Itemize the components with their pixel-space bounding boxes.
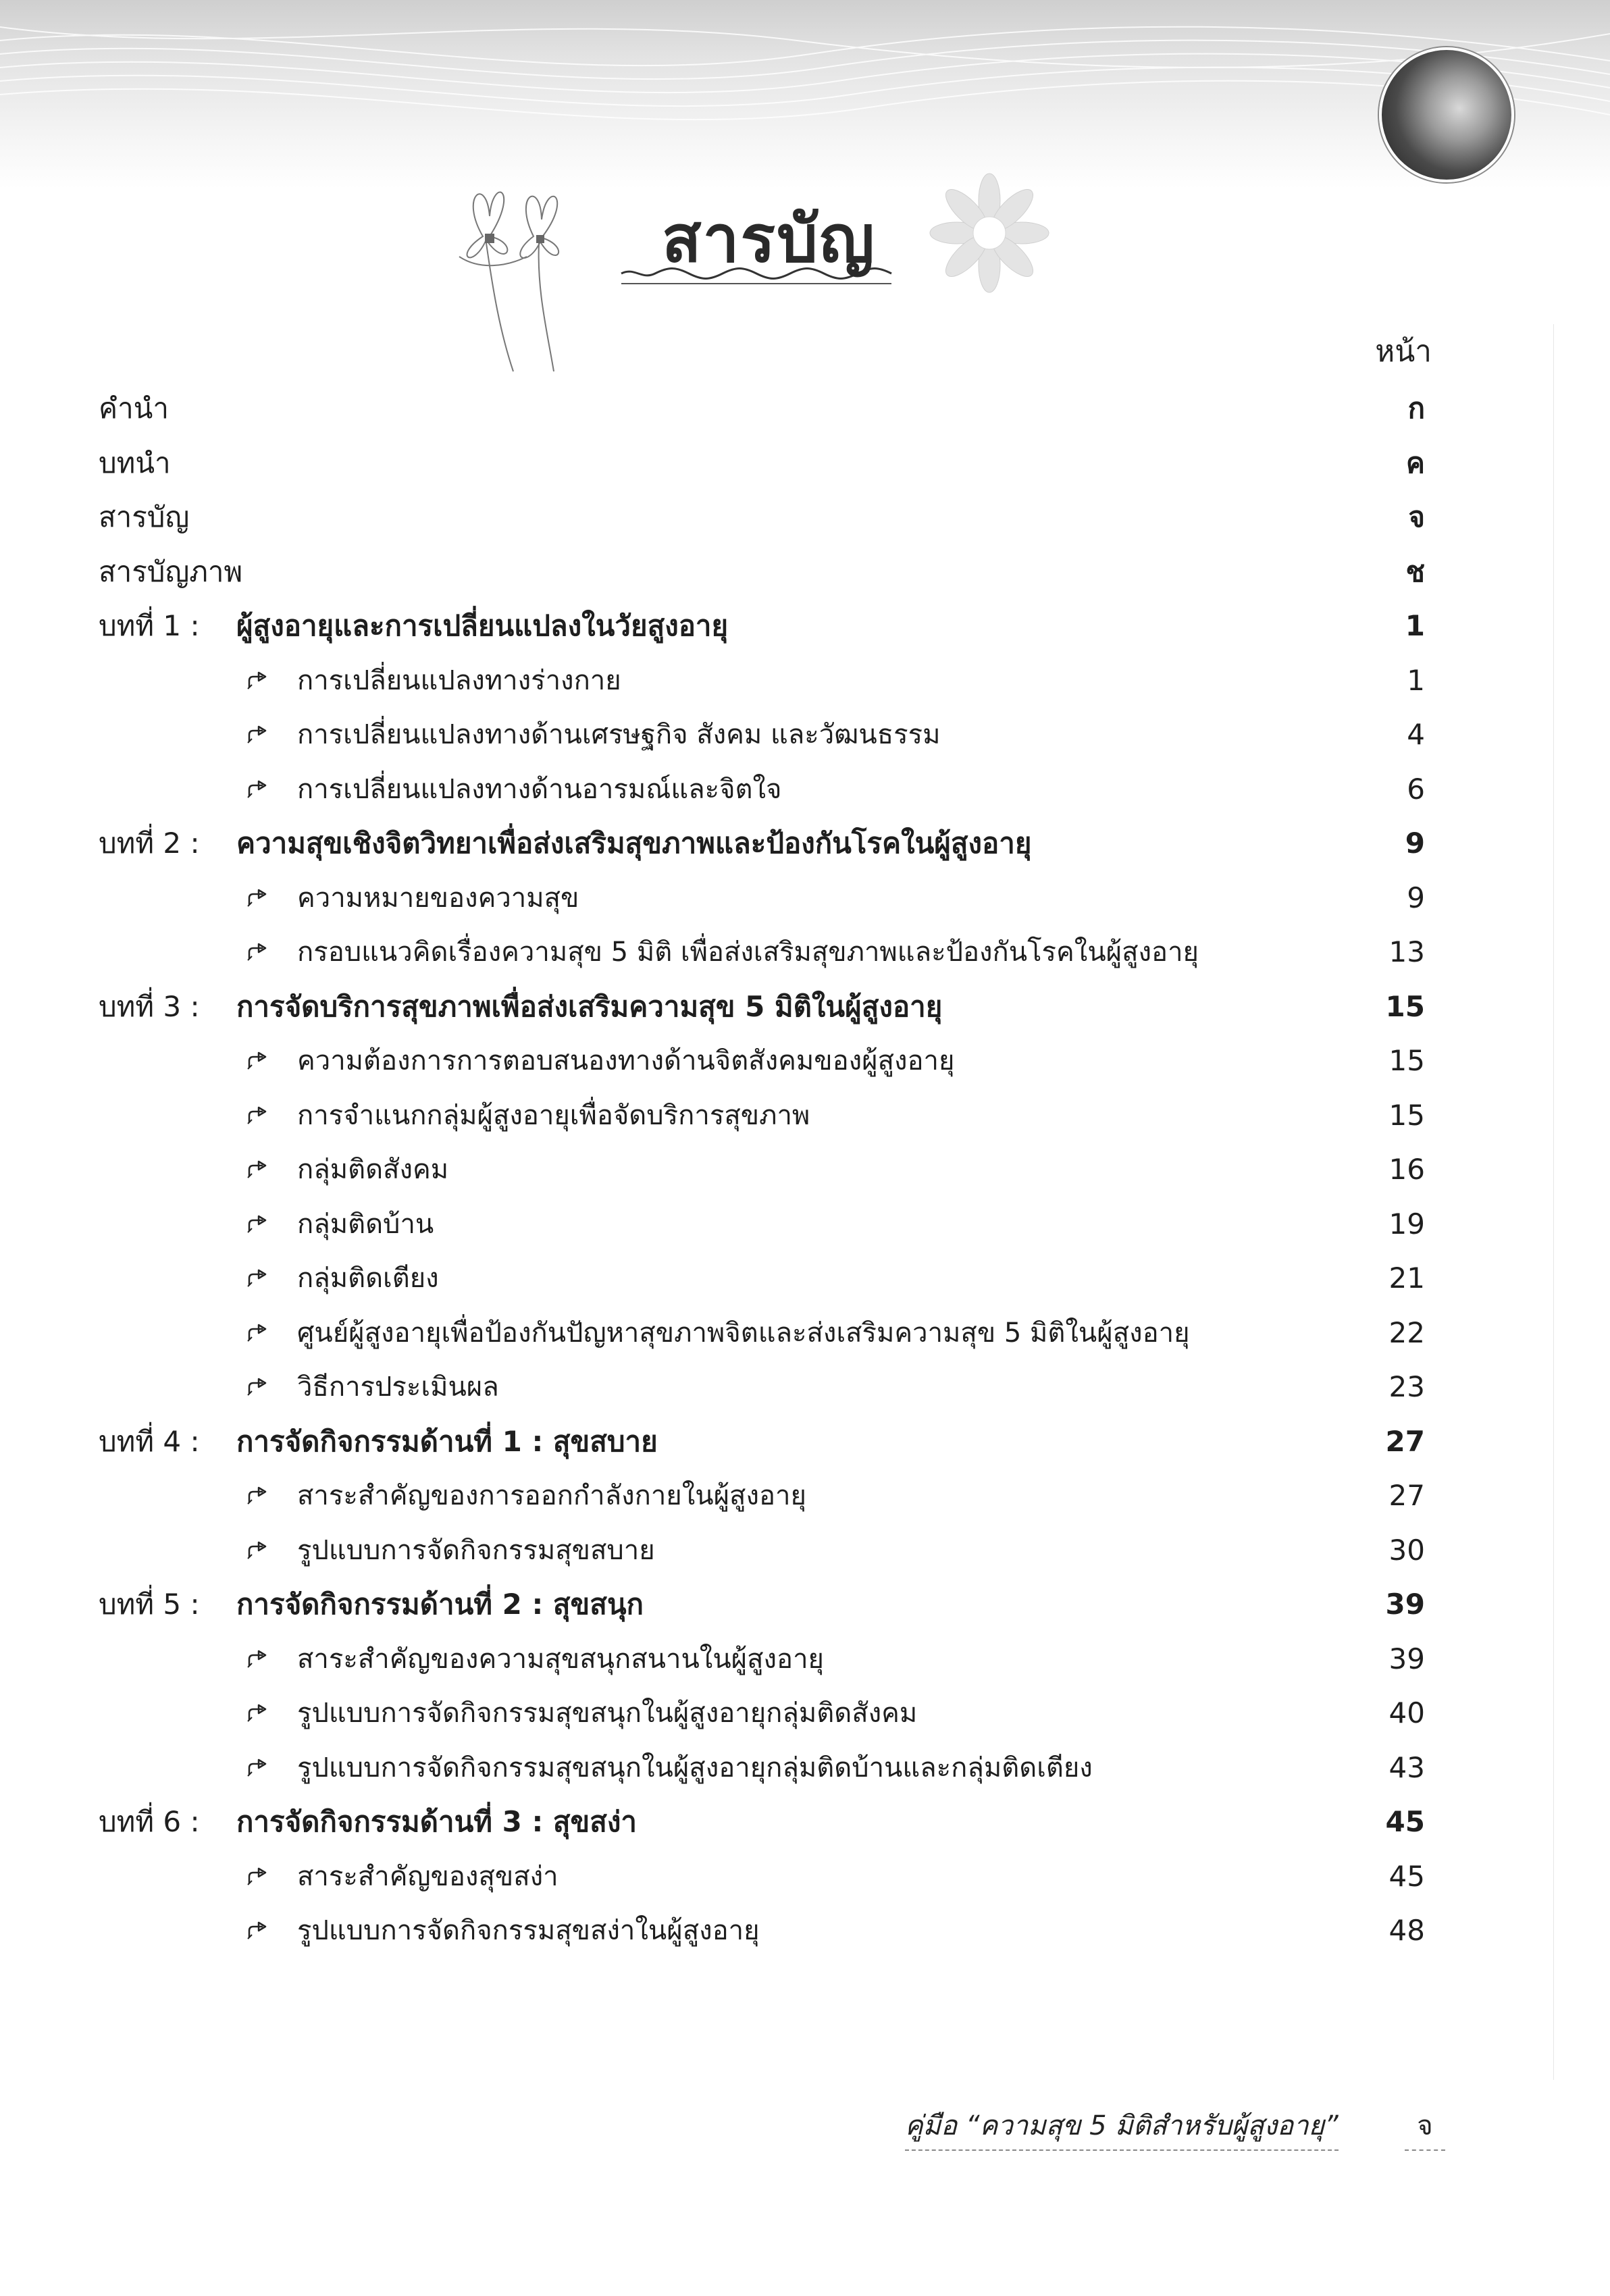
toc-page-number: 13 <box>1388 935 1425 968</box>
toc-subsection-row <box>0 925 1610 980</box>
toc-subsection-row <box>0 708 1610 762</box>
hand-pointer-arrow-icon <box>246 1650 271 1669</box>
toc-entry-title: คำนำ <box>99 392 169 425</box>
toc-subsection-row <box>0 1143 1610 1197</box>
toc-subsection-row <box>0 1251 1610 1306</box>
toc-subsection-row <box>0 1686 1610 1741</box>
title-area <box>419 155 1067 378</box>
toc-page-number: 48 <box>1388 1914 1425 1947</box>
toc-page-number: 22 <box>1388 1315 1425 1349</box>
toc-chapter-row <box>0 980 1610 1035</box>
toc-page-number: 40 <box>1388 1696 1425 1729</box>
hand-pointer-arrow-icon <box>246 1160 271 1179</box>
toc-page-number: 21 <box>1388 1261 1425 1295</box>
toc-entry-title: สาระสำคัญของความสุขสนุกสนานในผู้สูงอายุ <box>297 1643 824 1675</box>
toc-page-number: 43 <box>1388 1750 1425 1784</box>
toc-entry-title: วิธีการประเมินผล <box>297 1372 499 1403</box>
toc-subsection-row <box>0 654 1610 708</box>
toc-page-number: 45 <box>1385 1805 1425 1838</box>
toc-chapter-row <box>0 1795 1610 1850</box>
toc-page-number: 30 <box>1388 1533 1425 1567</box>
toc-page-number: 15 <box>1388 1098 1425 1132</box>
toc-entry-title: รูปแบบการจัดกิจกรรมสุขสบาย <box>297 1534 655 1566</box>
toc-subsection-row <box>0 1632 1610 1687</box>
hand-pointer-arrow-icon <box>246 725 271 744</box>
toc-chapter-row <box>0 816 1610 871</box>
toc-subsection-row <box>0 1089 1610 1143</box>
toc-entry-title: กลุ่มติดบ้าน <box>297 1208 434 1240</box>
toc-entry-title: ผู้สูงอายุและการเปลี่ยนแปลงในวัยสูงอายุ <box>236 609 729 642</box>
chapter-number: บทที่ 6 : <box>99 1805 200 1838</box>
toc-page-number: ค <box>1405 446 1425 479</box>
toc-page-number: 15 <box>1385 989 1425 1023</box>
elderly-photo-circle <box>1379 47 1514 182</box>
toc-entry-title: การเปลี่ยนแปลงทางร่างกาย <box>297 664 621 696</box>
toc-page-number: 45 <box>1388 1859 1425 1893</box>
toc-entry-title: การจัดกิจกรรมด้านที่ 2 : สุขสนุก <box>236 1588 644 1621</box>
table-of-contents <box>0 382 1610 1958</box>
toc-entry-title: สาระสำคัญของการออกกำลังกายในผู้สูงอายุ <box>297 1480 806 1511</box>
toc-front-matter-row <box>0 436 1610 491</box>
toc-entry-title: สารบัญภาพ <box>99 554 243 588</box>
page-column-label: หน้า <box>1375 334 1432 369</box>
toc-page-number: 1 <box>1407 663 1425 697</box>
page-title: สารบัญ <box>662 201 876 277</box>
toc-page-number: 9 <box>1407 881 1425 914</box>
toc-entry-title: ความสุขเชิงจิตวิทยาเพื่อส่งเสริมสุขภาพและป้องกันโรคในผู้สูงอายุ <box>236 827 1032 860</box>
hand-pointer-arrow-icon <box>246 943 271 962</box>
toc-entry-title: รูปแบบการจัดกิจกรรมสุขสง่าในผู้สูงอายุ <box>297 1915 760 1946</box>
toc-entry-title: การจำแนกกลุ่มผู้สูงอายุเพื่อจัดบริการสุขภาพ <box>297 1099 810 1131</box>
toc-entry-title: ศูนย์ผู้สูงอายุเพื่อป้องกันปัญหาสุขภาพจิตและส่งเสริมความสุข 5 มิติในผู้สูงอายุ <box>297 1317 1190 1349</box>
toc-entry-title: การเปลี่ยนแปลงทางด้านอารมณ์และจิตใจ <box>297 773 782 805</box>
hand-pointer-arrow-icon <box>246 1106 271 1125</box>
toc-page-number: 9 <box>1405 827 1425 860</box>
toc-entry-title: กลุ่มติดเตียง <box>297 1263 439 1294</box>
hand-pointer-arrow-icon <box>246 1324 271 1342</box>
toc-entry-title: รูปแบบการจัดกิจกรรมสุขสนุกในผู้สูงอายุกลุ่มติดบ้านและกลุ่มติดเตียง <box>297 1752 1093 1783</box>
toc-page-number: 16 <box>1388 1153 1425 1186</box>
hand-pointer-arrow-icon <box>246 780 271 799</box>
toc-subsection-row <box>0 871 1610 926</box>
toc-subsection-row <box>0 1306 1610 1361</box>
chapter-number: บทที่ 5 : <box>99 1588 200 1621</box>
toc-subsection-row <box>0 1197 1610 1252</box>
toc-entry-title: กลุ่มติดสังคม <box>297 1154 449 1185</box>
toc-entry-title: บทนำ <box>99 446 171 479</box>
toc-entry-title: การจัดกิจกรรมด้านที่ 3 : สุขสง่า <box>236 1805 637 1838</box>
toc-front-matter-row <box>0 490 1610 545</box>
chapter-number: บทที่ 2 : <box>99 827 200 860</box>
toc-front-matter-row <box>0 382 1610 436</box>
chapter-number: บทที่ 4 : <box>99 1424 200 1458</box>
toc-entry-title: รูปแบบการจัดกิจกรรมสุขสนุกในผู้สูงอายุกลุ่มติดสังคม <box>297 1698 918 1729</box>
hand-pointer-arrow-icon <box>246 671 271 690</box>
hand-pointer-arrow-icon <box>246 1758 271 1777</box>
toc-entry-title: ความหมายของความสุข <box>297 882 579 914</box>
toc-page-number: 39 <box>1388 1642 1425 1675</box>
hand-pointer-arrow-icon <box>246 1378 271 1397</box>
toc-subsection-row <box>0 1904 1610 1958</box>
toc-entry-title: สารบัญ <box>99 500 190 533</box>
hand-pointer-arrow-icon <box>246 889 271 908</box>
toc-page-number: 1 <box>1405 609 1425 642</box>
hand-pointer-arrow-icon <box>246 1704 271 1723</box>
toc-chapter-row <box>0 1415 1610 1469</box>
toc-chapter-row <box>0 1577 1610 1632</box>
hand-pointer-arrow-icon <box>246 1486 271 1505</box>
toc-entry-title: ความต้องการการตอบสนองทางด้านจิตสังคมของผู้สูงอายุ <box>297 1045 955 1076</box>
toc-page-number: 27 <box>1388 1479 1425 1512</box>
toc-entry-title: สาระสำคัญของสุขสง่า <box>297 1860 559 1892</box>
toc-page-number: 27 <box>1385 1424 1425 1458</box>
toc-chapter-row <box>0 599 1610 654</box>
toc-entry-title: กรอบแนวคิดเรื่องความสุข 5 มิติ เพื่อส่งเสริมสุขภาพและป้องกันโรคในผู้สูงอายุ <box>297 937 1199 968</box>
footer-page-number: จ <box>1405 2104 1445 2151</box>
hand-pointer-arrow-icon <box>246 1541 271 1560</box>
hand-pointer-arrow-icon <box>246 1269 271 1288</box>
toc-subsection-row <box>0 1034 1610 1089</box>
toc-front-matter-row <box>0 545 1610 600</box>
toc-subsection-row <box>0 1523 1610 1578</box>
chapter-number: บทที่ 1 : <box>99 609 200 642</box>
toc-subsection-row <box>0 1850 1610 1904</box>
toc-page-number: จ <box>1408 500 1425 533</box>
toc-page-number: 19 <box>1388 1207 1425 1241</box>
toc-entry-title: การจัดบริการสุขภาพเพื่อส่งเสริมความสุข 5 มิติในผู้สูงอายุ <box>236 989 943 1023</box>
toc-entry-title: การเปลี่ยนแปลงทางด้านเศรษฐกิจ สังคม และวัฒนธรรม <box>297 719 941 750</box>
toc-page-number: 15 <box>1388 1044 1425 1077</box>
toc-subsection-row <box>0 1469 1610 1523</box>
toc-page-number: ก <box>1407 392 1425 425</box>
hand-pointer-arrow-icon <box>246 1051 271 1070</box>
chapter-number: บทที่ 3 : <box>99 989 200 1023</box>
toc-page-number: 6 <box>1407 772 1425 806</box>
toc-page-number: 23 <box>1388 1370 1425 1403</box>
footer-book-title: คู่มือ “ความสุข 5 มิติสำหรับผู้สูงอายุ” <box>905 2104 1339 2151</box>
toc-page-number: ช <box>1405 554 1425 588</box>
hand-pointer-arrow-icon <box>246 1867 271 1886</box>
hand-pointer-arrow-icon <box>246 1921 271 1940</box>
toc-subsection-row <box>0 1360 1610 1415</box>
toc-subsection-row <box>0 1741 1610 1796</box>
toc-page-number: 39 <box>1385 1588 1425 1621</box>
hand-pointer-arrow-icon <box>246 1215 271 1234</box>
toc-page-number: 4 <box>1407 718 1425 751</box>
toc-subsection-row <box>0 762 1610 817</box>
toc-entry-title: การจัดกิจกรรมด้านที่ 1 : สุขสบาย <box>236 1424 658 1458</box>
